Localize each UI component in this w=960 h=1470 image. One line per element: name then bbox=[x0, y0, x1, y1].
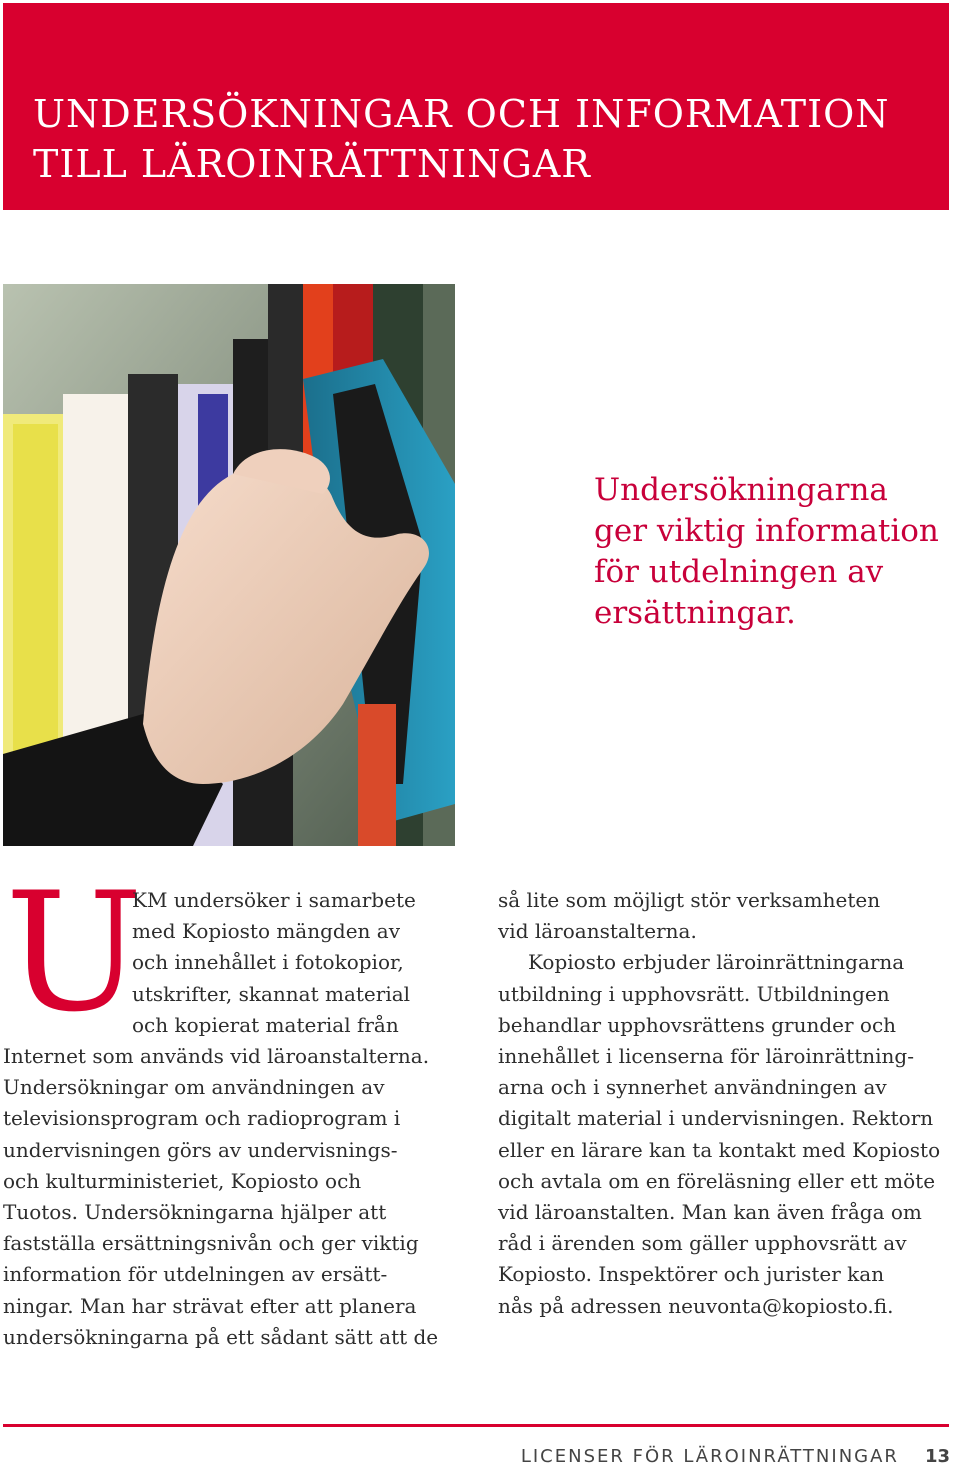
body-line: och innehållet i fotokopior, bbox=[132, 950, 404, 975]
pull-quote-line: ersättningar. bbox=[594, 595, 796, 631]
body-column-right bbox=[498, 885, 958, 1322]
pull-quote bbox=[594, 470, 954, 634]
body-line: utskrifter, skannat material bbox=[132, 981, 411, 1006]
page-footer bbox=[521, 1446, 950, 1467]
header-band bbox=[3, 3, 949, 210]
drop-cap: U bbox=[5, 857, 144, 1048]
page-title-line-1: UNDERSÖKNINGAR OCH INFORMATION bbox=[33, 92, 890, 136]
body-line: Tuotos. Undersökningarna hjälper att bbox=[3, 1200, 387, 1225]
body-column-left bbox=[3, 857, 473, 1353]
body-line: eller en lärare kan ta kontakt med Kopiosto bbox=[498, 1137, 941, 1162]
body-line: information för utdelningen av ersätt- bbox=[3, 1262, 388, 1287]
body-line: så lite som möjligt stör verksamheten bbox=[498, 888, 881, 912]
body-line: fastställa ersättningsnivån och ger viktig bbox=[3, 1231, 419, 1256]
body-line: och kulturministeriet, Kopiosto och bbox=[3, 1168, 362, 1193]
page-title-line-2: TILL LÄROINRÄTTNINGAR bbox=[33, 142, 591, 186]
body-line: undersökningarna på ett sådant sätt att de bbox=[3, 1324, 439, 1349]
body-line: råd i ärenden som gäller upphovsrätt av bbox=[498, 1231, 907, 1256]
body-line: Kopiosto. Inspektörer och jurister kan bbox=[498, 1262, 885, 1287]
body-line: ningar. Man har strävat efter att planera bbox=[3, 1293, 417, 1318]
body-line: KM undersöker i samarbete bbox=[132, 888, 416, 912]
pull-quote-line: ger viktig information bbox=[594, 513, 939, 549]
pull-quote-line: Undersökningarna bbox=[594, 472, 888, 508]
body-line: vid läroanstalterna. bbox=[498, 919, 697, 944]
body-line: Internet som används vid läroanstalterna. bbox=[3, 1044, 430, 1069]
body-line: med Kopiosto mängden av bbox=[132, 919, 401, 944]
bookshelf-hand-photo bbox=[3, 284, 455, 846]
body-line: behandlar upphovsrättens grunder och bbox=[498, 1012, 897, 1037]
body-line: Kopiosto erbjuder läroinrättningarna bbox=[528, 950, 905, 975]
body-line: nås på adressen neuvonta@kopiosto.fi. bbox=[498, 1293, 894, 1318]
pull-quote-line: för utdelningen av bbox=[594, 554, 884, 590]
body-line: utbildning i upphovsrätt. Utbildningen bbox=[498, 981, 890, 1006]
page-title bbox=[33, 89, 890, 189]
body-line: televisionsprogram och radioprogram i bbox=[3, 1106, 401, 1131]
body-line: arna och i synnerhet användningen av bbox=[498, 1075, 887, 1100]
footer-divider bbox=[3, 1424, 949, 1427]
body-line: och avtala om en föreläsning eller ett möte bbox=[498, 1168, 936, 1193]
body-line: innehållet i licenserna för läroinrättning- bbox=[498, 1044, 914, 1069]
body-line: Undersökningar om användningen av bbox=[3, 1075, 385, 1100]
body-line: undervisningen görs av undervisnings- bbox=[3, 1137, 398, 1162]
body-line: och kopierat material från bbox=[132, 1012, 399, 1037]
footer-title: LICENSER FÖR LÄROINRÄTTNINGAR bbox=[520, 1446, 899, 1467]
body-line: vid läroanstalten. Man kan även fråga om bbox=[498, 1200, 922, 1225]
page-number: 13 bbox=[924, 1446, 950, 1467]
body-line: digitalt material i undervisningen. Rektorn bbox=[498, 1106, 934, 1131]
